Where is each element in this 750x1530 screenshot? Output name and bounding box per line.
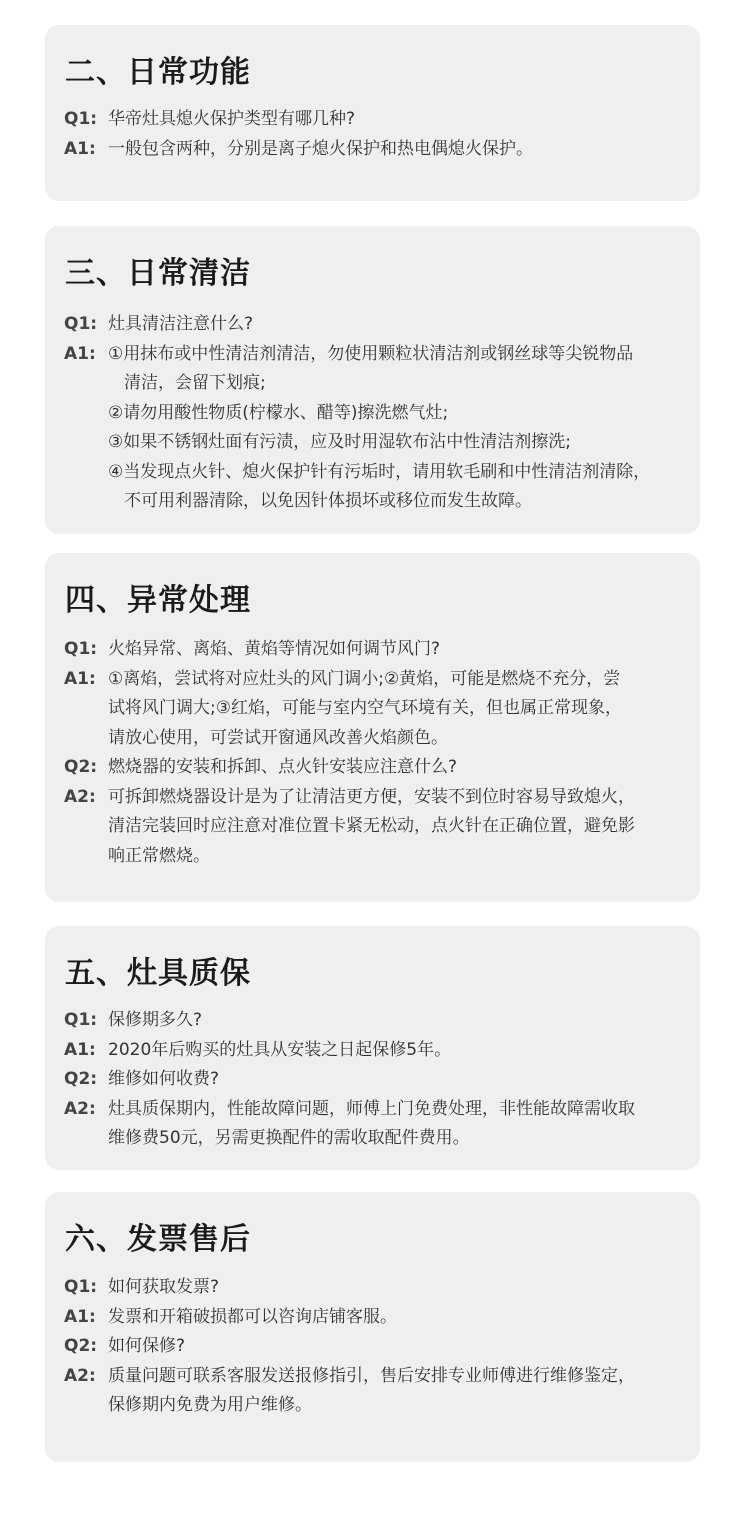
answer-row bbox=[64, 665, 700, 754]
answer-text bbox=[108, 1362, 700, 1421]
text-line: 火焰异常、离焰、黄焰等情况如何调节风门? bbox=[108, 639, 441, 659]
question-text bbox=[108, 1332, 700, 1362]
question-row bbox=[64, 1065, 700, 1095]
text-line: 不可用利器清除，以免因针体损坏或移位而发生故障。 bbox=[124, 491, 532, 511]
section-title: 四、异常处理 bbox=[65, 583, 251, 618]
qa-list bbox=[64, 105, 700, 164]
question-label: Q2: bbox=[64, 757, 98, 777]
text-line: 可拆卸燃烧器设计是为了让清洁更方便，安装不到位时容易导致熄火， bbox=[108, 786, 635, 807]
question-label: Q2: bbox=[64, 1069, 98, 1089]
section-title: 二、日常功能 bbox=[65, 55, 251, 90]
answer-label: A2: bbox=[64, 786, 96, 807]
text-line: 燃烧器的安装和拆卸、点火针安装应注意什么? bbox=[108, 757, 458, 777]
question-row bbox=[64, 1006, 700, 1036]
question-text bbox=[108, 105, 700, 135]
question-text bbox=[108, 753, 700, 783]
answer-row bbox=[64, 1362, 700, 1421]
question-row bbox=[64, 753, 700, 783]
text-line: 保修期多久? bbox=[108, 1010, 203, 1030]
text-line: ④当发现点火针、熄火保护针有污垢时，请用软毛刷和中性清洁剂清除， bbox=[108, 461, 651, 482]
question-label: Q1: bbox=[64, 1277, 98, 1297]
question-row bbox=[64, 1332, 700, 1362]
faq-card-daily-functions bbox=[45, 25, 700, 201]
faq-card-troubleshooting bbox=[45, 553, 700, 902]
section-title: 五、灶具质保 bbox=[65, 956, 251, 991]
text-line: ③如果不锈钢灶面有污渍，应及时用湿软布沾中性清洁剂擦洗; bbox=[108, 432, 571, 452]
question-label: Q1: bbox=[64, 1010, 98, 1030]
answer-label: A2: bbox=[64, 1098, 96, 1119]
question-text bbox=[108, 635, 700, 665]
answer-label: A2: bbox=[64, 1365, 96, 1386]
text-line: 清洁完装回时应注意对准位置卡紧无松动，点火针在正确位置，避免影 bbox=[108, 816, 635, 836]
answer-text bbox=[108, 340, 700, 517]
answer-row bbox=[64, 135, 700, 165]
question-label: Q2: bbox=[64, 1336, 98, 1356]
text-line: 保修期内免费为用户维修。 bbox=[108, 1395, 312, 1415]
text-line: ②请勿用酸性物质(柠檬水、醋等)擦洗燃气灶; bbox=[108, 402, 449, 423]
text-line: 试将风门调大;③红焰，可能与室内空气环境有关，但也属正常现象， bbox=[108, 698, 622, 718]
text-line: ①离焰，尝试将对应灶头的风门调小;②黄焰，可能是燃烧不充分，尝 bbox=[108, 668, 621, 689]
question-text bbox=[108, 1006, 700, 1036]
qa-list bbox=[64, 635, 700, 871]
section-title: 三、日常清洁 bbox=[65, 256, 251, 291]
question-text bbox=[108, 310, 700, 340]
question-label: Q1: bbox=[64, 639, 98, 659]
answer-label: A1: bbox=[64, 1306, 96, 1327]
text-line: 如何保修? bbox=[108, 1336, 186, 1356]
text-line: 清洁，会留下划痕; bbox=[124, 373, 266, 393]
answer-label: A1: bbox=[64, 1039, 96, 1060]
question-label: Q1: bbox=[64, 314, 98, 334]
text-line: 维修如何收费? bbox=[108, 1069, 220, 1089]
faq-card-warranty bbox=[45, 926, 700, 1170]
question-text bbox=[108, 1273, 700, 1303]
faq-card-daily-cleaning bbox=[45, 226, 700, 534]
answer-label: A1: bbox=[64, 138, 96, 159]
answer-label: A1: bbox=[64, 668, 96, 689]
question-row bbox=[64, 635, 700, 665]
text-line: 灶具清洁注意什么? bbox=[108, 314, 254, 334]
qa-list bbox=[64, 1006, 700, 1154]
text-line: 请放心使用，可尝试开窗通风改善火焰颜色。 bbox=[108, 727, 448, 748]
answer-row bbox=[64, 1036, 700, 1066]
answer-text bbox=[108, 1303, 700, 1333]
qa-list bbox=[64, 310, 700, 517]
text-line: 灶具质保期内，性能故障问题，师傅上门免费处理，非性能故障需收取 bbox=[108, 1098, 635, 1119]
answer-row bbox=[64, 340, 700, 517]
answer-text bbox=[108, 135, 700, 165]
question-label: Q1: bbox=[64, 109, 98, 129]
text-line: 华帝灶具熄火保护类型有哪几种? bbox=[108, 109, 356, 129]
qa-list bbox=[64, 1273, 700, 1421]
faq-card-invoice-after-sales bbox=[45, 1192, 700, 1462]
text-line: 响正常燃烧。 bbox=[108, 845, 210, 866]
text-line: 维修费50元，另需更换配件的需收取配件费用。 bbox=[108, 1128, 470, 1148]
answer-row bbox=[64, 1303, 700, 1333]
section-title: 六、发票售后 bbox=[65, 1222, 251, 1257]
text-line: 如何获取发票? bbox=[108, 1277, 220, 1297]
text-line: 发票和开箱破损都可以咨询店铺客服。 bbox=[108, 1306, 397, 1327]
answer-row bbox=[64, 1095, 700, 1154]
text-line: 质量问题可联系客服发送报修指引，售后安排专业师傅进行维修鉴定， bbox=[108, 1365, 635, 1386]
question-row bbox=[64, 1273, 700, 1303]
text-line: 2020年后购买的灶具从安装之日起保修5年。 bbox=[108, 1039, 452, 1060]
text-line: 一般包含两种，分别是离子熄火保护和热电偶熄火保护。 bbox=[108, 138, 533, 159]
answer-text bbox=[108, 783, 700, 872]
answer-text bbox=[108, 1095, 700, 1154]
text-line: ①用抹布或中性清洁剂清洁，勿使用颗粒状清洁剂或钢丝球等尖锐物品 bbox=[108, 343, 634, 364]
question-text bbox=[108, 1065, 700, 1095]
answer-text bbox=[108, 665, 700, 754]
question-row bbox=[64, 310, 700, 340]
answer-row bbox=[64, 783, 700, 872]
answer-text bbox=[108, 1036, 700, 1066]
question-row bbox=[64, 105, 700, 135]
answer-label: A1: bbox=[64, 343, 96, 364]
